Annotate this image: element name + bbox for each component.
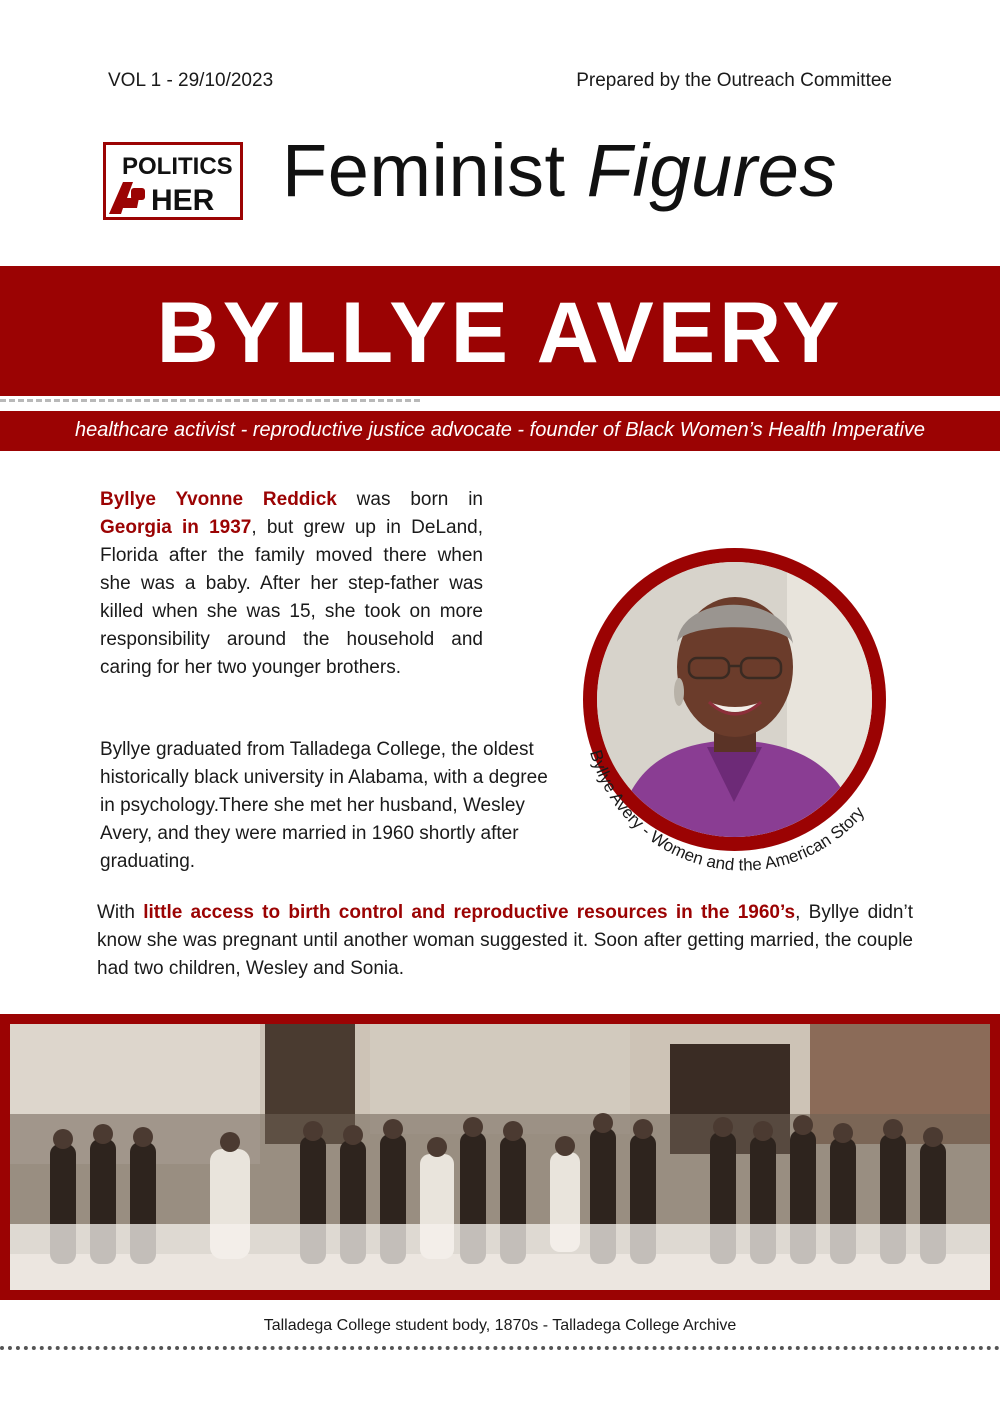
volume-date: VOL 1 - 29/10/2023 <box>108 70 274 91</box>
title-italic: Figures <box>586 129 837 212</box>
portrait-caption-arc <box>560 700 920 880</box>
archive-photo <box>10 1024 990 1290</box>
featured-name: BYLLYE AVERY <box>156 285 844 381</box>
logo-her-text: HER <box>151 184 215 217</box>
page-title <box>282 128 837 213</box>
prepared-by: Prepared by the Outreach Committee <box>576 70 892 91</box>
logo-politics-text: POLITICS <box>122 153 233 180</box>
bio-paragraph-3 <box>97 899 913 983</box>
dotted-divider-bottom <box>0 1346 1000 1350</box>
fist-icon <box>131 188 145 200</box>
dashed-divider-top <box>0 399 420 402</box>
title-regular: Feminist <box>282 129 566 212</box>
highlight-birth-control: little access to birth control and reproductive resources in the 1960’s <box>143 902 796 923</box>
portrait-caption-text: Byllye Avery - Women and the American Story <box>586 747 869 875</box>
politics-her-logo <box>103 142 243 220</box>
portrait-caption <box>586 748 868 875</box>
para1-text-a: was born in <box>336 489 483 510</box>
archive-photo-illustration <box>10 1024 990 1290</box>
tagline: healthcare activist - reproductive justice advocate - founder of Black Women’s Health Imperative <box>74 419 926 441</box>
para3-text-a: With <box>97 902 144 923</box>
archive-photo-frame <box>0 1014 1000 1300</box>
name-banner <box>0 266 1000 396</box>
tagline-bar <box>0 411 1000 451</box>
bio-paragraph-2: Byllye graduated from Talladega College, the oldest historically black university in Alabama, with a degree in psychology.There she met her husband, Wesley Avery, and they were married in 1960 shortly after graduating. <box>100 739 548 872</box>
photo-caption: Talladega College student body, 1870s - Talladega College Archive <box>263 1317 737 1334</box>
para3-text-b: , Byllye didn’t know she was pregnant until another woman suggested it. Soon after getting married, the couple had two children, Wesley and Sonia. <box>97 902 913 979</box>
highlight-birth-name: Byllye Yvonne Reddick <box>100 489 337 510</box>
para1-text-b: , but grew up in DeLand, Florida after the family moved there when she was a baby. After her step-father was killed when she was 15, she took on more responsibility around the household and caring for her two younger brothers. <box>100 517 483 678</box>
highlight-birthplace: Georgia in 1937 <box>100 517 252 538</box>
bio-paragraph-1 <box>100 486 483 682</box>
